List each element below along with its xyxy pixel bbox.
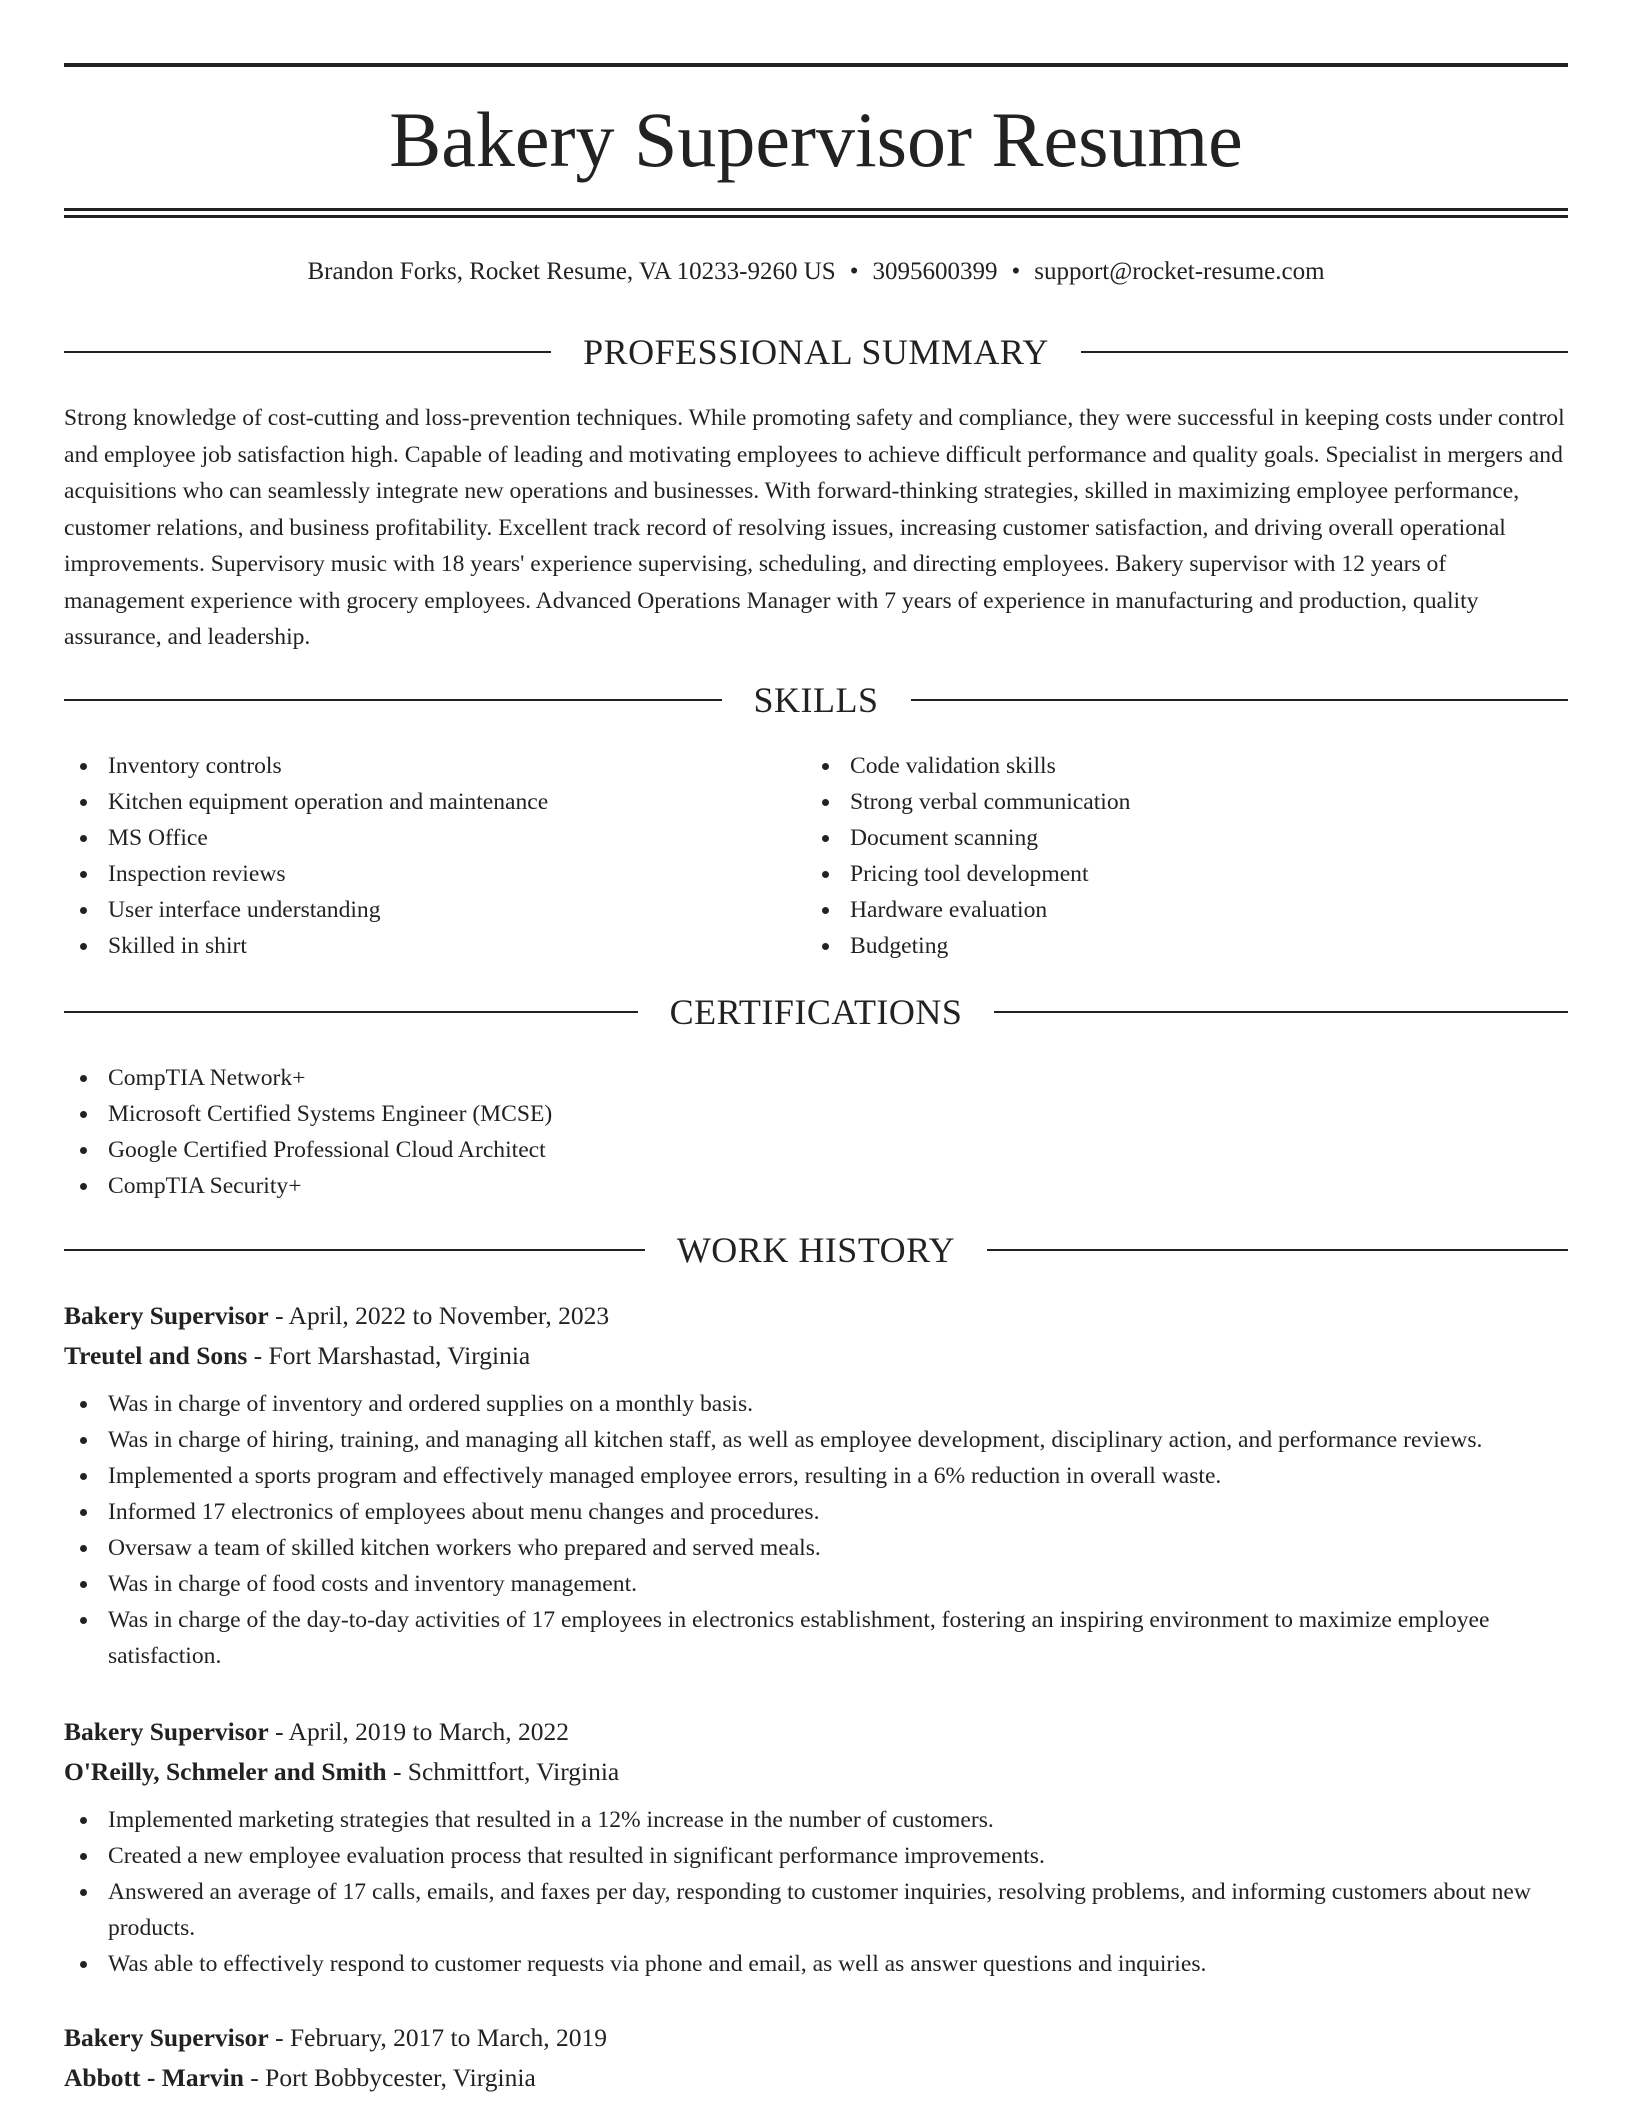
top-divider: [64, 63, 1568, 67]
job-bullets: [64, 1386, 1568, 1674]
skill-item: Skilled in shirt: [64, 928, 548, 964]
job-bullet: Was able to effectively respond to customer requests via phone and email, as well as answer questions and inquiries.: [64, 1946, 1568, 1982]
job-entry: [64, 2018, 1568, 2098]
job-title-line: [64, 1296, 1568, 1336]
heading-rule-left: [64, 1011, 638, 1013]
job-entry: [64, 1712, 1568, 1982]
job-location: - Port Bobbycester, Virginia: [243, 2063, 536, 2092]
certification-item: CompTIA Network+: [64, 1060, 552, 1096]
job-title-line: [64, 2018, 1568, 2058]
heading-rule-left: [64, 351, 551, 353]
job-company-line: [64, 1752, 1568, 1792]
skill-item: Budgeting: [806, 928, 1130, 964]
job-title-line: [64, 1712, 1568, 1752]
skill-item: Hardware evaluation: [806, 892, 1130, 928]
skill-item: Kitchen equipment operation and maintenance: [64, 784, 548, 820]
job-location: - Schmittfort, Virginia: [386, 1757, 620, 1786]
job-bullet: Was in charge of inventory and ordered supplies on a monthly basis.: [64, 1386, 1568, 1422]
skill-item: User interface understanding: [64, 892, 548, 928]
job-bullet: Was in charge of food costs and inventory management.: [64, 1566, 1568, 1602]
job-company-line: [64, 1336, 1568, 1376]
job-bullet: Oversaw a team of skilled kitchen workers who prepared and served meals.: [64, 1530, 1568, 1566]
skill-item: Inventory controls: [64, 748, 548, 784]
job-title: Bakery Supervisor: [64, 2023, 269, 2052]
contact-line: [64, 254, 1568, 290]
heading-rule-right: [994, 1011, 1568, 1013]
skills-list-left: [64, 748, 548, 964]
job-bullet: Was in charge of hiring, training, and managing all kitchen staff, as well as employee development, disciplinary action, and performance reviews.: [64, 1422, 1568, 1458]
heading-rule-right: [1081, 351, 1568, 353]
job-bullet: Answered an average of 17 calls, emails, and faxes per day, responding to customer inquiries, resolving problems, and informing customers about new products.: [64, 1874, 1568, 1946]
heading-rule-left: [64, 1249, 645, 1251]
skill-item: Document scanning: [806, 820, 1130, 856]
job-bullet: Created a new employee evaluation process that resulted in significant performance improvements.: [64, 1838, 1568, 1874]
job-company: Abbott - Marvin: [64, 2063, 244, 2092]
job-bullet: Implemented marketing strategies that resulted in a 12% increase in the number of customers.: [64, 1802, 1568, 1838]
job-dates: - February, 2017 to March, 2019: [268, 2023, 607, 2052]
section-title-summary: PROFESSIONAL SUMMARY: [583, 332, 1049, 372]
section-heading-certifications: [64, 990, 1568, 1034]
job-title: Bakery Supervisor: [64, 1717, 269, 1746]
contact-email: support@rocket-resume.com: [1034, 258, 1325, 285]
heading-rule-left: [64, 699, 722, 701]
job-entry: [64, 1296, 1568, 1674]
skill-item: Inspection reviews: [64, 856, 548, 892]
contact-address: Brandon Forks, Rocket Resume, VA 10233-9260 US: [307, 258, 836, 285]
job-bullet: Implemented a sports program and effectively managed employee errors, resulting in a 6% reduction in overall waste.: [64, 1458, 1568, 1494]
page-title: Bakery Supervisor Resume: [389, 96, 1243, 183]
contact-separator: •: [1011, 258, 1021, 285]
job-bullet: Was in charge of the day-to-day activities of 17 employees in electronics establishment, fostering an inspiring environment to maximize employee satisfaction.: [64, 1602, 1568, 1674]
heading-rule-right: [911, 699, 1569, 701]
certification-item: Microsoft Certified Systems Engineer (MCSE): [64, 1096, 552, 1132]
section-title-certifications: CERTIFICATIONS: [669, 992, 963, 1032]
job-location: - Fort Marshastad, Virginia: [247, 1341, 531, 1370]
contact-phone: 3095600399: [872, 258, 998, 285]
contact-separator: •: [849, 258, 859, 285]
job-title: Bakery Supervisor: [64, 1301, 269, 1330]
section-heading-summary: [64, 330, 1568, 374]
certification-item: Google Certified Professional Cloud Architect: [64, 1132, 552, 1168]
skill-item: Pricing tool development: [806, 856, 1130, 892]
skill-item: Code validation skills: [806, 748, 1130, 784]
certifications-list: [64, 1060, 552, 1204]
section-title-work: WORK HISTORY: [676, 1230, 956, 1270]
job-dates: - April, 2022 to November, 2023: [268, 1301, 610, 1330]
section-heading-skills: [64, 678, 1568, 722]
heading-rule-right: [987, 1249, 1568, 1251]
job-company-line: [64, 2058, 1568, 2098]
summary-paragraph: Strong knowledge of cost-cutting and loss-prevention techniques. While promoting safety and compliance, they were successful in keeping costs under control and employee job satisfaction high. Capable of leading and motivating employees to achieve difficult performance and quality goals. Specialist in mergers and acquisitions who can seamlessly integrate new operations and businesses. With forward-thinking strategies, skilled in maximizing employee performance, customer relations, and business profitability. Excellent track record of resolving issues, increasing customer satisfaction, and driving overall operational improvements. Supervisory music with 18 years' experience supervising, scheduling, and directing employees. Bakery supervisor with 12 years of management experience with grocery employees. Advanced Operations Manager with 7 years of experience in manufacturing and production, quality assurance, and leadership.: [64, 405, 1565, 650]
job-bullets: [64, 1802, 1568, 1982]
section-title-skills: SKILLS: [753, 680, 879, 720]
job-bullet: Informed 17 electronics of employees about menu changes and procedures.: [64, 1494, 1568, 1530]
title-double-divider: [64, 208, 1568, 218]
job-company: Treutel and Sons: [64, 1341, 248, 1370]
skills-list-right: [806, 748, 1130, 964]
skill-item: MS Office: [64, 820, 548, 856]
skill-item: Strong verbal communication: [806, 784, 1130, 820]
section-heading-work: [64, 1228, 1568, 1272]
job-company: O'Reilly, Schmeler and Smith: [64, 1757, 387, 1786]
job-dates: - April, 2019 to March, 2022: [268, 1717, 570, 1746]
certification-item: CompTIA Security+: [64, 1168, 552, 1204]
